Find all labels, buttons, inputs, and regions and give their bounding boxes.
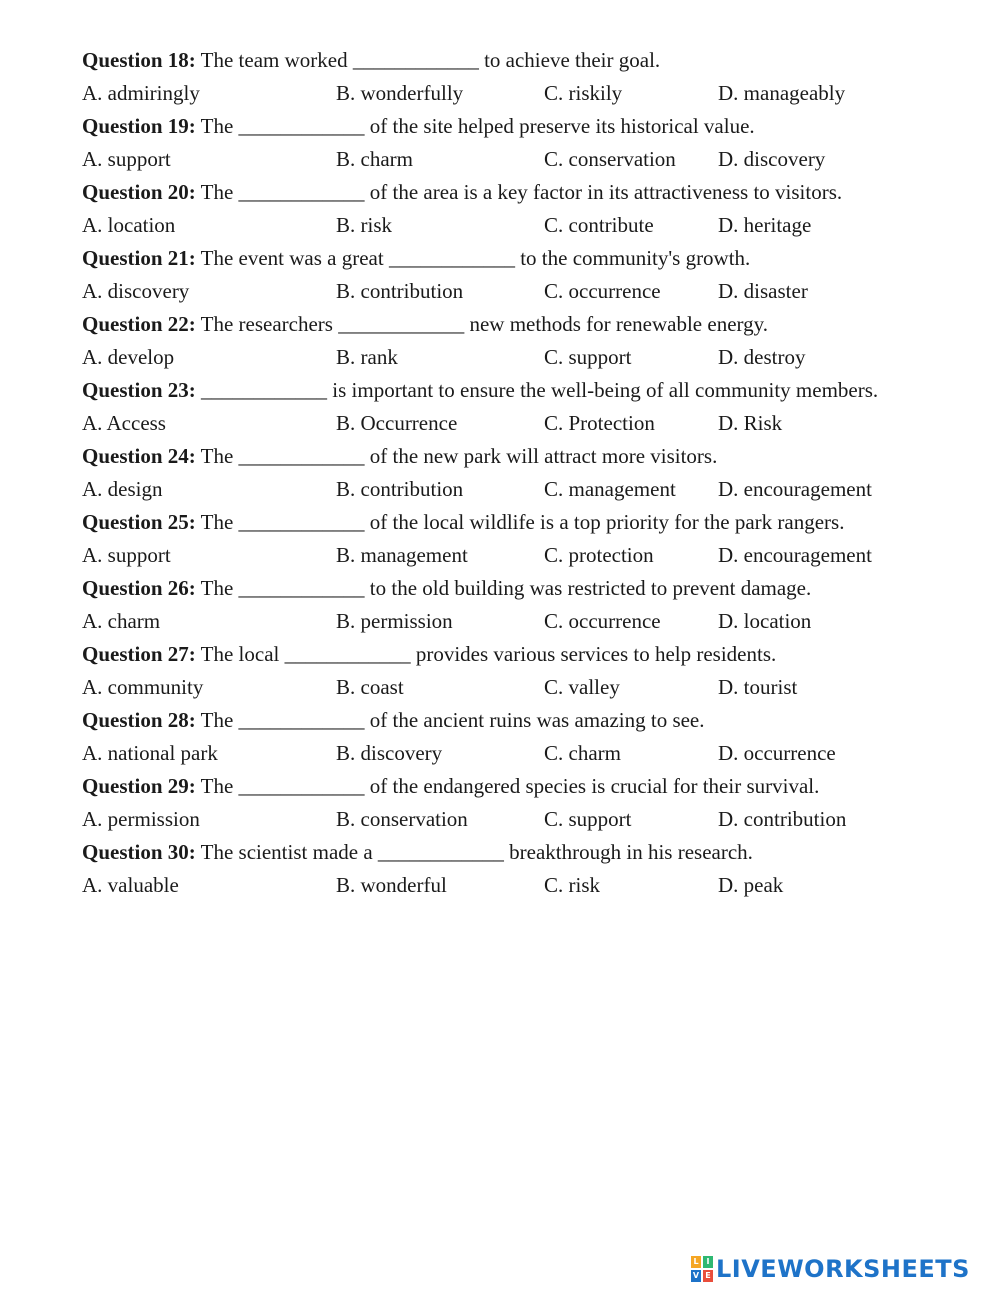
question-block [82, 243, 982, 309]
option-c[interactable]: C. protection [544, 543, 654, 567]
option-a[interactable]: A. discovery [82, 279, 190, 303]
option-a[interactable]: A. develop [82, 345, 175, 369]
options-row [82, 342, 982, 375]
option-d[interactable]: D. manageably [718, 81, 846, 105]
question-text: The event was a great ____________ to the community's growth. [195, 246, 751, 270]
question-text: The ____________ of the local wildlife is a top priority for the park rangers. [195, 510, 845, 534]
option-a[interactable]: A. support [82, 543, 171, 567]
options-row [82, 78, 982, 111]
option-d[interactable]: D. encouragement [718, 477, 872, 501]
question-text: The team worked ____________ to achieve their goal. [195, 48, 661, 72]
options-row [82, 606, 982, 639]
question-number: Question 27: [82, 642, 196, 666]
option-b[interactable]: B. risk [336, 213, 393, 237]
option-c[interactable]: C. occurrence [544, 279, 661, 303]
option-b[interactable]: B. contribution [336, 477, 464, 501]
logo-mark-icon [691, 1256, 713, 1282]
question-line [82, 441, 982, 474]
question-text: The scientist made a ____________ breakthrough in his research. [195, 840, 753, 864]
options-row [82, 474, 982, 507]
option-c[interactable]: C. valley [544, 675, 620, 699]
option-c[interactable]: C. risk [544, 873, 601, 897]
option-d[interactable]: D. disaster [718, 279, 808, 303]
question-text: The researchers ____________ new methods for renewable energy. [195, 312, 769, 336]
option-d[interactable]: D. peak [718, 873, 784, 897]
option-b[interactable]: B. discovery [336, 741, 443, 765]
option-a[interactable]: A. charm [82, 609, 161, 633]
options-row [82, 540, 982, 573]
option-d[interactable]: D. encouragement [718, 543, 872, 567]
question-number: Question 30: [82, 840, 196, 864]
option-b[interactable]: B. Occurrence [336, 411, 458, 435]
brand-text: LIVEWORKSHEETS [716, 1255, 970, 1283]
option-d[interactable]: D. location [718, 609, 812, 633]
logo-letter-e: E [703, 1270, 713, 1282]
option-b[interactable]: B. rank [336, 345, 398, 369]
options-row [82, 210, 982, 243]
worksheet [82, 45, 982, 903]
question-line [82, 573, 982, 606]
question-number: Question 25: [82, 510, 196, 534]
option-a[interactable]: A. community [82, 675, 204, 699]
option-a[interactable]: A. permission [82, 807, 200, 831]
question-block [82, 507, 982, 573]
question-number: Question 18: [82, 48, 196, 72]
question-text: The ____________ of the site helped preserve its historical value. [195, 114, 755, 138]
question-block [82, 309, 982, 375]
question-block [82, 705, 982, 771]
question-text: The ____________ of the new park will attract more visitors. [195, 444, 718, 468]
option-b[interactable]: B. wonderful [336, 873, 447, 897]
option-c[interactable]: C. contribute [544, 213, 654, 237]
option-c[interactable]: C. riskily [544, 81, 623, 105]
option-d[interactable]: D. tourist [718, 675, 798, 699]
liveworksheets-logo [691, 1254, 970, 1284]
option-a[interactable]: A. national park [82, 741, 218, 765]
question-number: Question 22: [82, 312, 196, 336]
options-row [82, 738, 982, 771]
logo-letter-l: L [691, 1256, 701, 1268]
question-line [82, 837, 982, 870]
option-d[interactable]: D. contribution [718, 807, 847, 831]
question-block [82, 639, 982, 705]
question-block [82, 177, 982, 243]
option-c[interactable]: C. management [544, 477, 676, 501]
question-text: The ____________ of the endangered species is crucial for their survival. [195, 774, 820, 798]
question-block [82, 111, 982, 177]
option-b[interactable]: B. permission [336, 609, 453, 633]
option-b[interactable]: B. coast [336, 675, 404, 699]
option-a[interactable]: A. design [82, 477, 163, 501]
option-d[interactable]: D. occurrence [718, 741, 836, 765]
question-line [82, 771, 982, 804]
options-row [82, 804, 982, 837]
option-a[interactable]: A. valuable [82, 873, 179, 897]
question-line [82, 45, 982, 78]
option-d[interactable]: D. discovery [718, 147, 826, 171]
question-line [82, 243, 982, 276]
question-block [82, 45, 982, 111]
option-c[interactable]: C. support [544, 345, 632, 369]
options-row [82, 408, 982, 441]
option-b[interactable]: B. conservation [336, 807, 468, 831]
option-d[interactable]: D. Risk [718, 411, 783, 435]
question-number: Question 29: [82, 774, 196, 798]
question-line [82, 705, 982, 738]
question-number: Question 20: [82, 180, 196, 204]
question-number: Question 19: [82, 114, 196, 138]
question-text: The ____________ of the area is a key factor in its attractiveness to visitors. [195, 180, 843, 204]
option-d[interactable]: D. destroy [718, 345, 806, 369]
option-c[interactable]: C. Protection [544, 411, 655, 435]
options-row [82, 276, 982, 309]
question-line [82, 177, 982, 210]
option-d[interactable]: D. heritage [718, 213, 812, 237]
option-b[interactable]: B. management [336, 543, 468, 567]
question-number: Question 24: [82, 444, 196, 468]
option-c[interactable]: C. occurrence [544, 609, 661, 633]
question-text: The local ____________ provides various services to help residents. [195, 642, 777, 666]
question-line [82, 639, 982, 672]
options-row [82, 144, 982, 177]
option-c[interactable]: C. support [544, 807, 632, 831]
option-a[interactable]: A. support [82, 147, 171, 171]
logo-letter-i: I [703, 1256, 713, 1268]
question-block [82, 573, 982, 639]
option-c[interactable]: C. conservation [544, 147, 676, 171]
option-b[interactable]: B. contribution [336, 279, 464, 303]
options-row [82, 672, 982, 705]
question-block [82, 441, 982, 507]
question-block [82, 771, 982, 837]
question-number: Question 21: [82, 246, 196, 270]
option-b[interactable]: B. charm [336, 147, 413, 171]
question-text: The ____________ of the ancient ruins was amazing to see. [195, 708, 705, 732]
question-number: Question 28: [82, 708, 196, 732]
logo-letter-v: V [692, 1271, 700, 1280]
question-block [82, 837, 982, 903]
options-row [82, 870, 982, 903]
question-line [82, 309, 982, 342]
question-text: ____________ is important to ensure the well-being of all community members. [195, 378, 879, 402]
option-a[interactable]: A. location [82, 213, 176, 237]
question-number: Question 23: [82, 378, 196, 402]
question-line [82, 111, 982, 144]
question-line [82, 375, 982, 408]
question-number: Question 26: [82, 576, 196, 600]
option-b[interactable]: B. wonderfully [336, 81, 464, 105]
option-c[interactable]: C. charm [544, 741, 621, 765]
question-line [82, 507, 982, 540]
question-block [82, 375, 982, 441]
question-text: The ____________ to the old building was restricted to prevent damage. [195, 576, 812, 600]
option-a[interactable]: A. admiringly [82, 81, 200, 105]
option-a[interactable]: A. Access [82, 411, 166, 435]
